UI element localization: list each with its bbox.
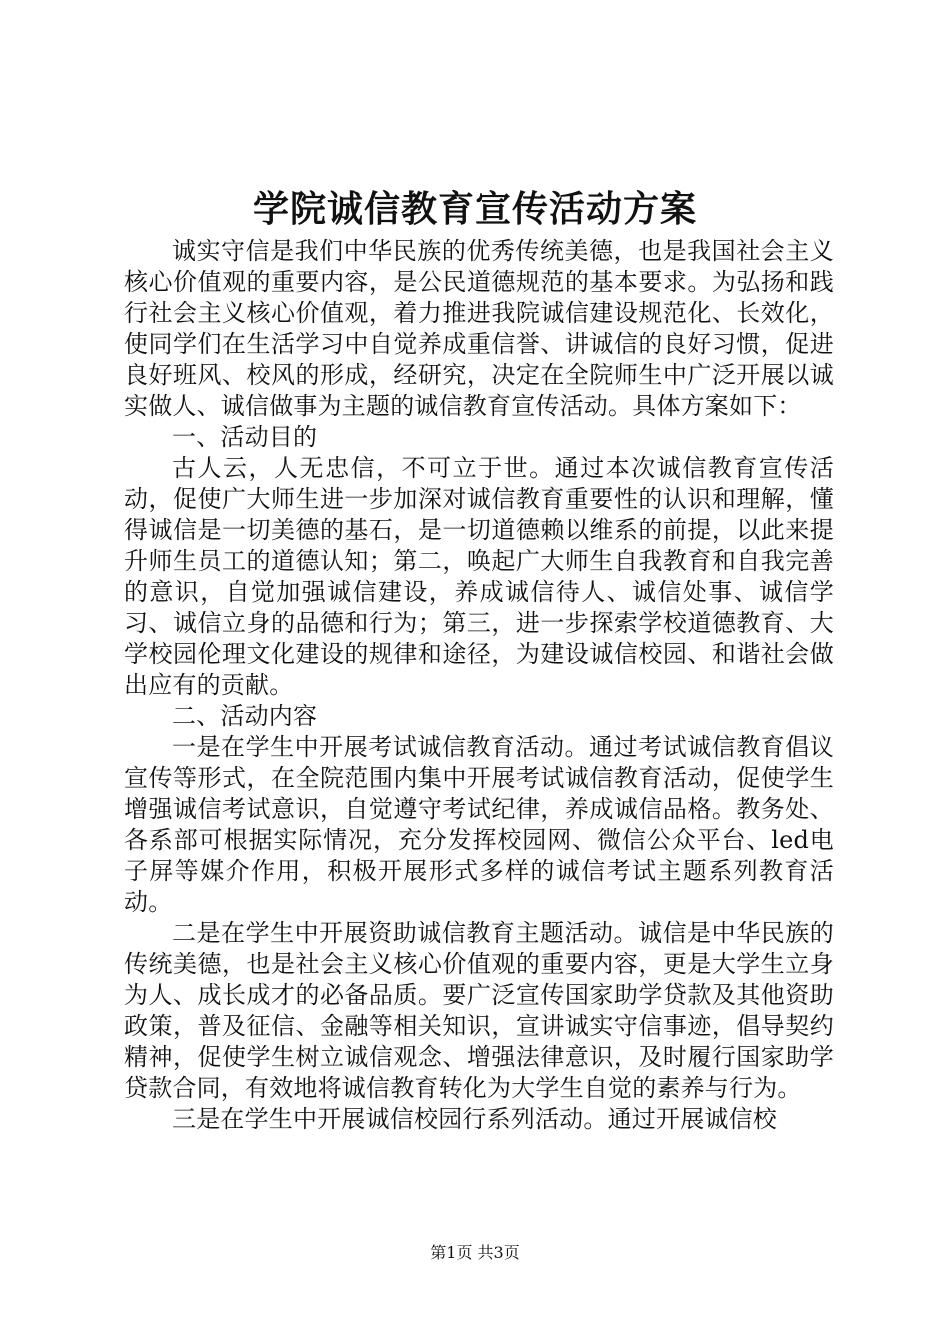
section-heading-content: 二、活动内容 bbox=[172, 702, 318, 730]
section-heading-purpose: 一、活动目的 bbox=[172, 423, 318, 451]
content-item-campus-integrity: 三是在学生中开展诚信校园行系列活动。通过开展诚信校 bbox=[172, 1105, 777, 1133]
purpose-paragraph: 古人云，人无忠信，不可立于世。通过本次诚信教育宣传活动，促使广大师生进一步加深对诚信教育重要性的认识和理解，懂得诚信是一切美德的基石，是一切道德赖以维系的前提，以此来提升师生员工的道德认知；第二，唤起广大师生自我教育和自我完善的意识，自觉加强诚信建设，养成诚信待人、诚信处事、诚信学习、诚信立身的品德和行为；第三，进一步探索学校道德教育、大学校园伦理文化建设的规律和途径，为建设诚信校园、和谐社会做出应有的贡献。 bbox=[124, 454, 834, 699]
document-body bbox=[124, 236, 834, 1135]
content-item-financial-aid-integrity: 二是在学生中开展资助诚信教育主题活动。诚信是中华民族的传统美德，也是社会主义核心价值观的重要内容，更是大学生立身为人、成长成才的必备品质。要广泛宣传国家助学贷款及其他资助政策，普及征信、金融等相关知识，宣讲诚实守信事迹，倡导契约精神，促使学生树立诚信观念、增强法律意识，及时履行国家助学贷款合同，有效地将诚信教育转化为大学生自觉的素养与行为。 bbox=[124, 919, 834, 1102]
document-title: 学院诚信教育宣传活动方案 bbox=[252, 189, 697, 230]
page-number-footer: 第1页 共3页 bbox=[430, 1243, 520, 1262]
content-item-exam-integrity: 一是在学生中开展考试诚信教育活动。通过考试诚信教育倡议宣传等形式，在全院范围内集中开展考试诚信教育活动，促使学生增强诚信考试意识，自觉遵守考试纪律，养成诚信品格。教务处、各系部可根据实际情况，充分发挥校园网、微信公众平台、led电子屏等媒介作用，积极开展形式多样的诚信考试主题系列教育活动。 bbox=[124, 733, 834, 916]
intro-paragraph: 诚实守信是我们中华民族的优秀传统美德，也是我国社会主义核心价值观的重要内容，是公民道德规范的基本要求。为弘扬和践行社会主义核心价值观，着力推进我院诚信建设规范化、长效化，使同学们在生活学习中自觉养成重信誉、讲诚信的良好习惯，促进良好班风、校风的形成，经研究，决定在全院师生中广泛开展以诚实做人、诚信做事为主题的诚信教育宣传活动。具体方案如下： bbox=[124, 237, 834, 420]
